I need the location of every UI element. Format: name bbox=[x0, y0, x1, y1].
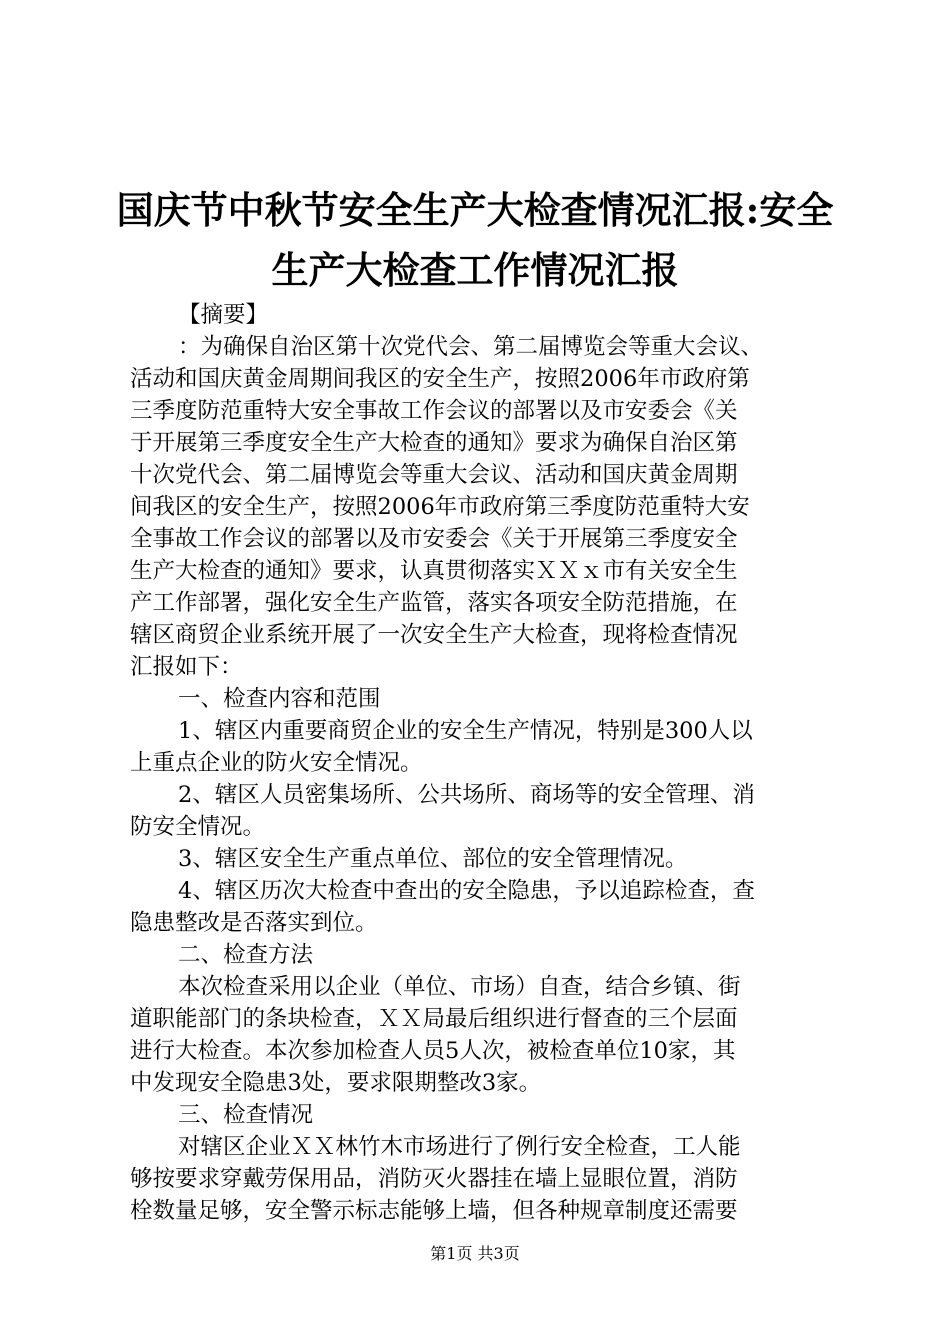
body-line: 产工作部署，强化安全生产监管，落实各项安全防范措施，在 bbox=[130, 590, 738, 616]
body-line: 汇报如下： bbox=[130, 654, 243, 680]
body-line: 4、辖区历次大检查中查出的安全隐患，予以追踪检查，查 bbox=[178, 878, 755, 904]
body-line: 道职能部门的条块检查，ＸＸ局最后组织进行督查的三个层面 bbox=[130, 1006, 738, 1032]
body-line: 活动和国庆黄金周期间我区的安全生产，按照2006年市政府第 bbox=[130, 366, 750, 392]
document-title-line-2: 生产大检查工作情况汇报 bbox=[271, 248, 679, 292]
body-line: 栓数量足够，安全警示标志能够上墙，但各种规章制度还需要 bbox=[130, 1198, 738, 1224]
page-footer: 第1页 共3页 bbox=[430, 1244, 520, 1263]
body-line: 防安全情况。 bbox=[130, 814, 266, 840]
body-line: 辖区商贸企业系统开展了一次安全生产大检查，现将检查情况 bbox=[130, 622, 738, 648]
section-heading: 一、检查内容和范围 bbox=[178, 686, 381, 712]
body-line: 进行大检查。本次参加检查人员5人次，被检查单位10家，其 bbox=[130, 1038, 736, 1064]
document-title-line-1: 国庆节中秋节安全生产大检查情况汇报:安全 bbox=[116, 188, 834, 232]
body-line: 全事故工作会议的部署以及市安委会《关于开展第三季度安全 bbox=[130, 526, 738, 552]
body-line: 对辖区企业ＸＸ林竹木市场进行了例行安全检查，工人能 bbox=[178, 1134, 741, 1160]
body-line: 间我区的安全生产，按照2006年市政府第三季度防范重特大安 bbox=[130, 494, 750, 520]
section-heading: 三、检查情况 bbox=[178, 1102, 314, 1128]
body-line: 于开展第三季度安全生产大检查的通知》要求为确保自治区第 bbox=[130, 430, 738, 456]
abstract-label: 【摘要】 bbox=[178, 302, 269, 328]
body-line: 中发现安全隐患3处，要求限期整改3家。 bbox=[130, 1070, 542, 1096]
body-line: 隐患整改是否落实到位。 bbox=[130, 910, 378, 936]
section-heading: 二、检查方法 bbox=[178, 942, 314, 968]
body-line: 本次检查采用以企业（单位、市场）自查，结合乡镇、街 bbox=[178, 974, 741, 1000]
body-line: 三季度防范重特大安全事故工作会议的部署以及市安委会《关 bbox=[130, 398, 738, 424]
body-line: 1、辖区内重要商贸企业的安全生产情况，特别是300人以 bbox=[178, 718, 753, 744]
body-line: 上重点企业的防火安全情况。 bbox=[130, 750, 423, 776]
body-line: 够按要求穿戴劳保用品，消防灭火器挂在墙上显眼位置，消防 bbox=[130, 1166, 738, 1192]
body-line: 2、辖区人员密集场所、公共场所、商场等的安全管理、消 bbox=[178, 782, 755, 808]
body-line: 生产大检查的通知》要求，认真贯彻落实ＸＸｘ市有关安全生 bbox=[130, 558, 738, 584]
body-line: 3、辖区安全生产重点单位、部位的安全管理情况。 bbox=[178, 846, 688, 872]
body-line: 十次党代会、第二届博览会等重大会议、活动和国庆黄金周期 bbox=[130, 462, 738, 488]
body-line: ：为确保自治区第十次党代会、第二届博览会等重大会议、 bbox=[178, 334, 764, 360]
